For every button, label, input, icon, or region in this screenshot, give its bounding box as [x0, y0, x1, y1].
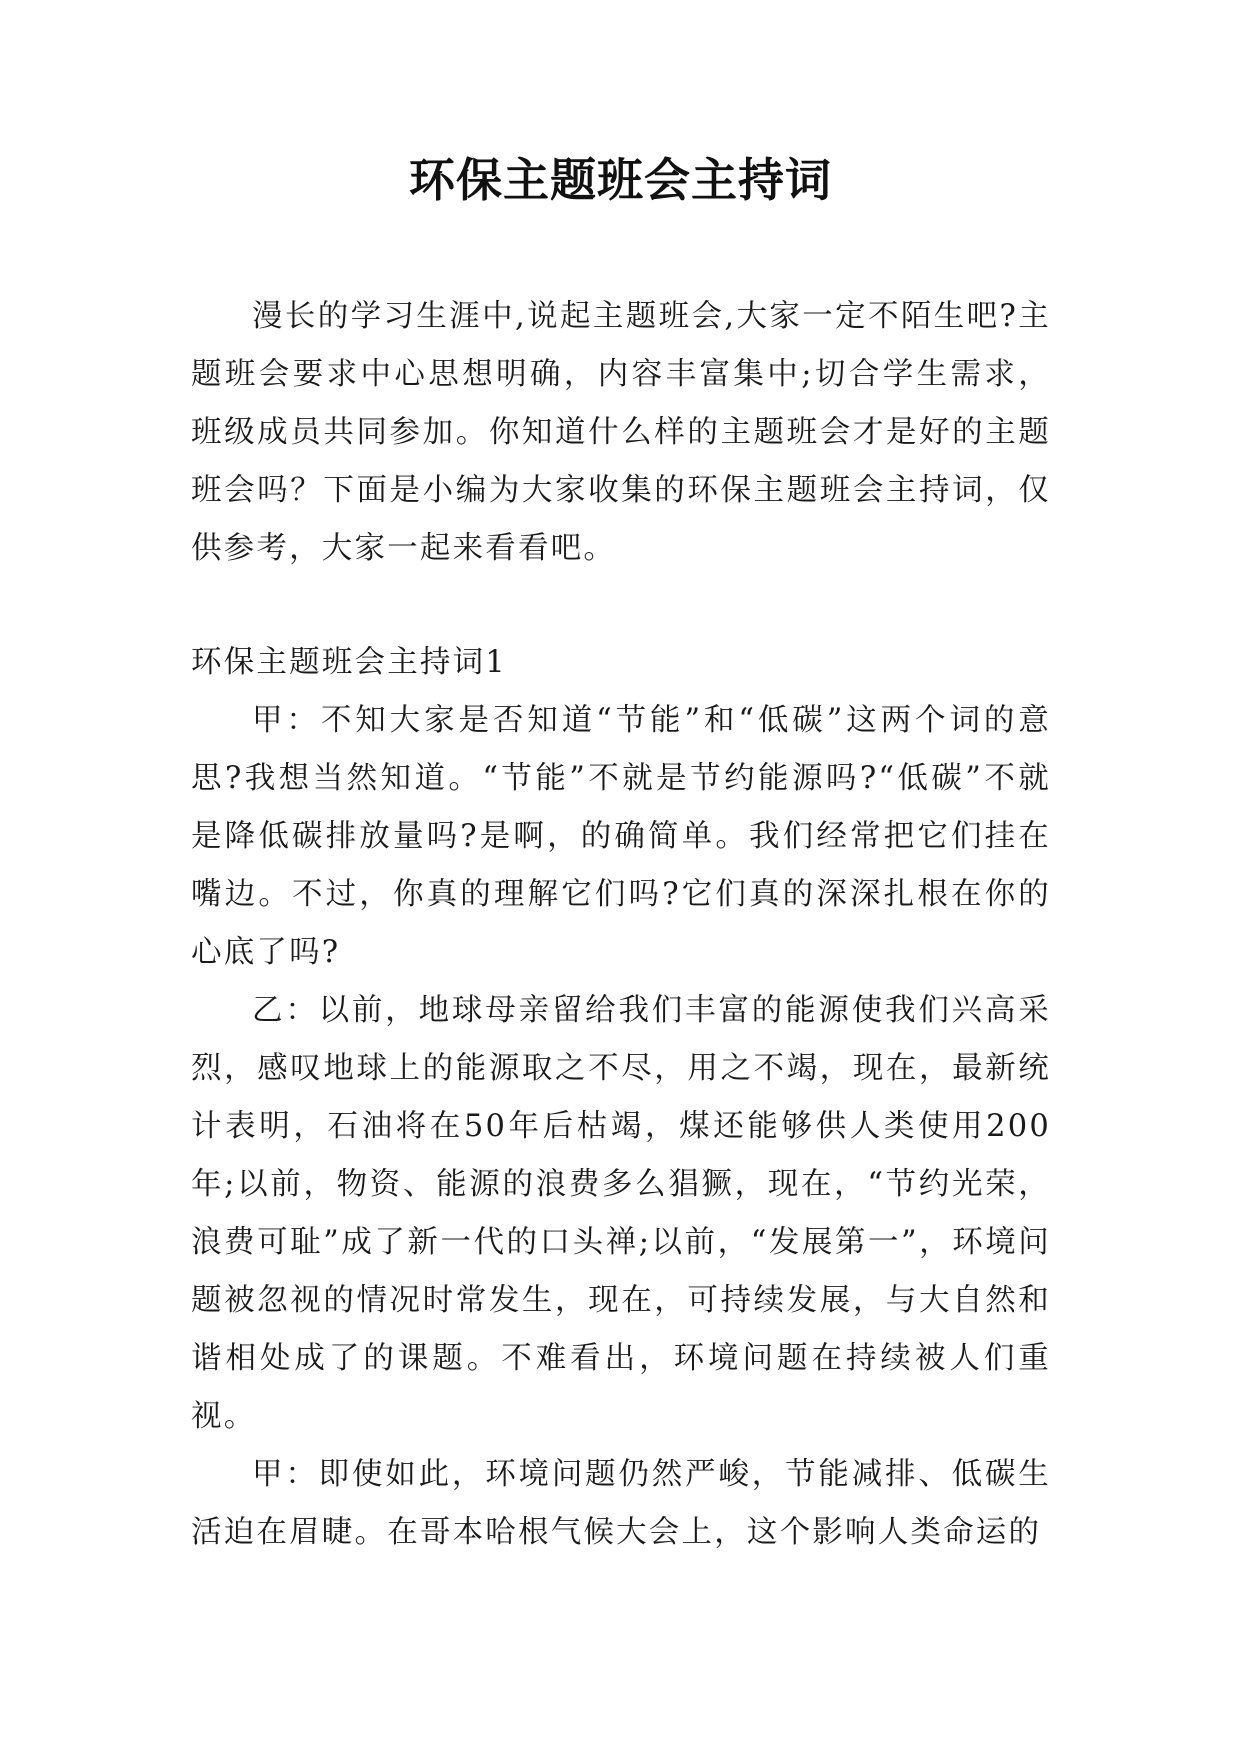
section-heading: 环保主题班会主持词1: [191, 645, 507, 680]
intro-paragraph: 漫长的学习生涯中,说起主题班会,大家一定不陌生吧?主题班会要求中心思想明确，内容丰富集中;切合学生需求，班级成员共同参加。你知道什么样的主题班会才是好的主题班会吗？下面是小编为大家收集的环保主题班会主持词，仅供参考，大家一起来看看吧。: [191, 299, 1051, 566]
dialogue-paragraph: 乙：以前，地球母亲留给我们丰富的能源使我们兴高采烈，感叹地球上的能源取之不尽，用之不竭，现在，最新统计表明，石油将在50年后枯竭，煤还能够供人类使用200年;以前，物资、能源的浪费多么猖獗，现在，“节约光荣，浪费可耻”成了新一代的口头禅;以前，“发展第一”，环境问题被忽视的情况时常发生，现在，可持续发展，与大自然和谐相处成了的课题。不难看出，环境问题在持续被人们重视。: [191, 993, 1051, 1434]
dialogue-paragraph: 甲：即使如此，环境问题仍然严峻，节能减排、低碳生活迫在眉睫。在哥本哈根气候大会上，这个影响人类命运的: [191, 1457, 1051, 1550]
document-title: 环保主题班会主持词: [409, 153, 832, 207]
paragraph-gap: [191, 578, 1051, 634]
document-body: [191, 288, 1051, 1562]
dialogue-paragraph: 甲：不知大家是否知道“节能”和“低碳”这两个词的意思?我想当然知道。“节能”不就是节约能源吗?“低碳”不就是降低碳排放量吗?是啊，的确简单。我们经常把它们挂在嘴边。不过，你真的理解它们吗?它们真的深深扎根在你的心底了吗?: [191, 703, 1051, 970]
